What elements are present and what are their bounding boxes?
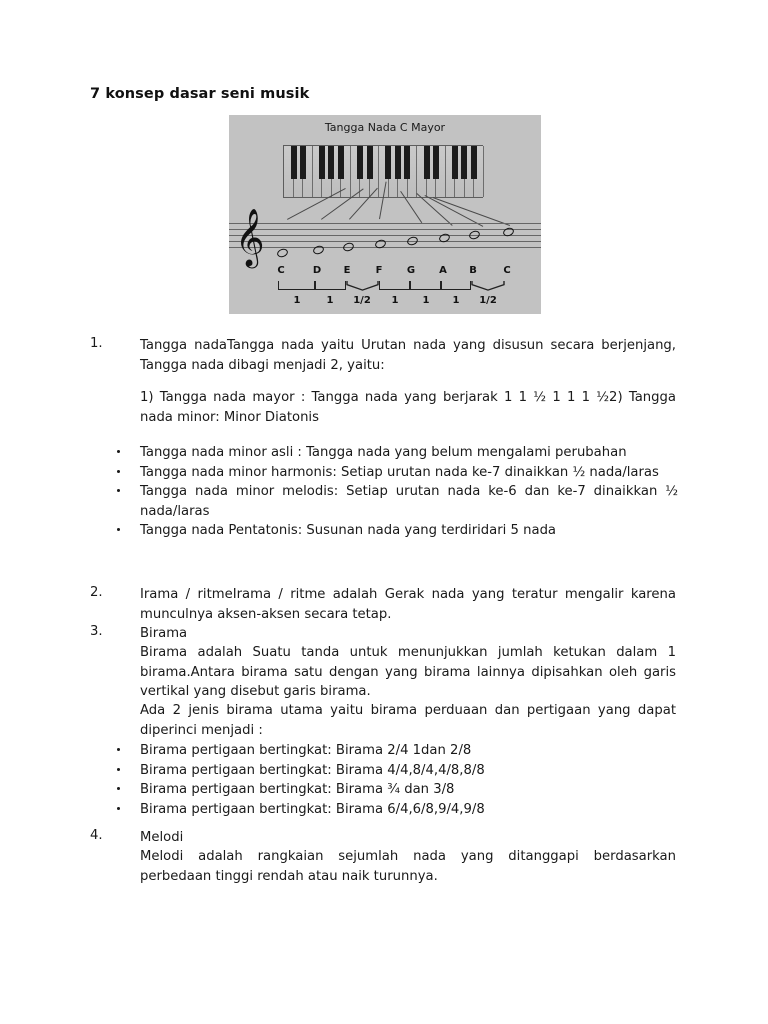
note-label: F [375,265,383,276]
note-label: G [406,265,416,276]
black-key [452,146,458,179]
black-key [357,146,363,179]
staff-line [229,229,541,230]
list-item-label: Birama pertigaan bertingkat: Birama 6/4,6/8,9/4,9/8 [140,801,485,817]
connector-ray [433,197,510,226]
note-label: C [503,265,511,276]
item-4-text: Melodi adalah rangkaian sejumlah nada yang ditanggapi berdasarkan perbedaan tinggi rendah atau naik turunnya. [140,849,676,884]
item-4-heading: Melodi [140,830,184,845]
item-3-text: Birama adalah Suatu tanda untuk menunjukkan jumlah ketukan dalam 1 birama.Antara birama satu dengan yang birama lainnya dipisahkan oleh garis vertikal yang disebut garis birama. [140,645,676,699]
black-key [404,146,410,179]
note-label: D [312,265,322,276]
bullet-dot [117,470,120,473]
item-3-bullet-list [112,741,678,819]
list-item [112,761,678,781]
bullet-dot [117,748,120,751]
interval-bracket [278,281,315,290]
bullet-dot [117,450,120,453]
interval-value: 1 [391,295,399,306]
staff-line [229,247,541,248]
interval-bracket [315,281,346,290]
list-item [112,463,678,483]
note-label: A [439,265,447,276]
interval-bracket [441,281,471,290]
item-2-text: Irama / ritmeIrama / ritme adalah Gerak nada yang teratur mengalir karena munculnya aksen-aksen secara tetap. [140,587,676,622]
note-label: C [277,265,285,276]
staff-note [342,241,355,252]
item-3-text-2: Ada 2 jenis birama utama yaitu birama perduaan dan pertigaan yang dapat diperinci menjadi : [140,703,676,738]
list-item [112,443,678,463]
black-key [385,146,391,179]
bullet-dot [117,787,120,790]
page-title: 7 konsep dasar seni musik [90,86,310,102]
interval-value: 1/2 [353,295,371,306]
bullet-dot [117,489,120,492]
black-key [291,146,297,179]
treble-clef-icon: 𝄞 [235,208,265,266]
list-item-label: Tangga nada minor asli : Tangga nada yang belum mengalami perubahan [140,445,627,460]
black-key [338,146,344,179]
interval-value: 1/2 [479,295,497,306]
list-item-label: Tangga nada Pentatonis: Susunan nada yang terdiridari 5 nada [140,523,557,538]
list-item [112,521,678,541]
item-1-text: Tangga nadaTangga nada yaitu Urutan nada yang disusun secara berjenjang, Tangga nada dibagi menjadi 2, yaitu: [140,338,676,373]
black-key [367,146,373,179]
music-staff [229,208,541,266]
interval-value: 1 [326,295,334,306]
interval-bracket-half [471,281,505,291]
staff-note [468,229,481,240]
bullet-dot [117,528,120,531]
bullet-dot [117,807,120,810]
list-number-3: 3. [90,624,103,639]
interval-value: 1 [293,295,301,306]
item-1-subtext: 1) Tangga nada mayor : Tangga nada yang berjarak 1 1 ½ 1 1 1 ½2) Tangga nada minor: Minor Diatonis [140,390,676,425]
list-number-2: 2. [90,585,103,600]
black-key [328,146,334,179]
list-item [112,741,678,761]
list-item [112,482,678,521]
note-label: E [343,265,351,276]
interval-bracket [379,281,410,290]
item-1-bullet-list [112,443,678,541]
staff-line [229,235,541,236]
black-key [471,146,477,179]
item-3-heading: Birama [140,626,188,641]
interval-bracket [410,281,441,290]
note-label: B [469,265,477,276]
interval-value: 1 [452,295,460,306]
staff-line [229,223,541,224]
bullet-dot [117,768,120,771]
list-item-label: Birama pertigaan bertingkat: Birama 4/4,8/4,4/8,8/8 [140,762,485,778]
interval-value: 1 [422,295,430,306]
black-key [461,146,467,179]
list-item-label: Birama pertigaan bertingkat: Birama 2/4 1dan 2/8 [140,743,472,758]
list-item-label: Birama pertigaan bertingkat: Birama ¾ dan 3/8 [140,782,455,797]
black-key [424,146,430,179]
staff-note [406,235,419,246]
list-item-label: Tangga nada minor harmonis: Setiap urutan nada ke-7 dinaikkan ½ nada/laras [140,464,659,480]
staff-note [276,247,289,258]
black-key [433,146,439,179]
list-number-1: 1. [90,336,103,351]
black-key [319,146,325,179]
black-key [395,146,401,179]
figure-caption: Tangga Nada C Mayor [324,121,446,134]
black-key [300,146,306,179]
list-item [112,800,678,820]
figure-tangga-nada-c-mayor [229,115,541,314]
interval-bracket-half [346,281,379,291]
list-number-4: 4. [90,828,103,843]
list-item-label: Tangga nada minor melodis: Setiap urutan nada ke-6 dan ke-7 dinaikkan ½ nada/laras [140,484,678,519]
list-item [112,780,678,800]
